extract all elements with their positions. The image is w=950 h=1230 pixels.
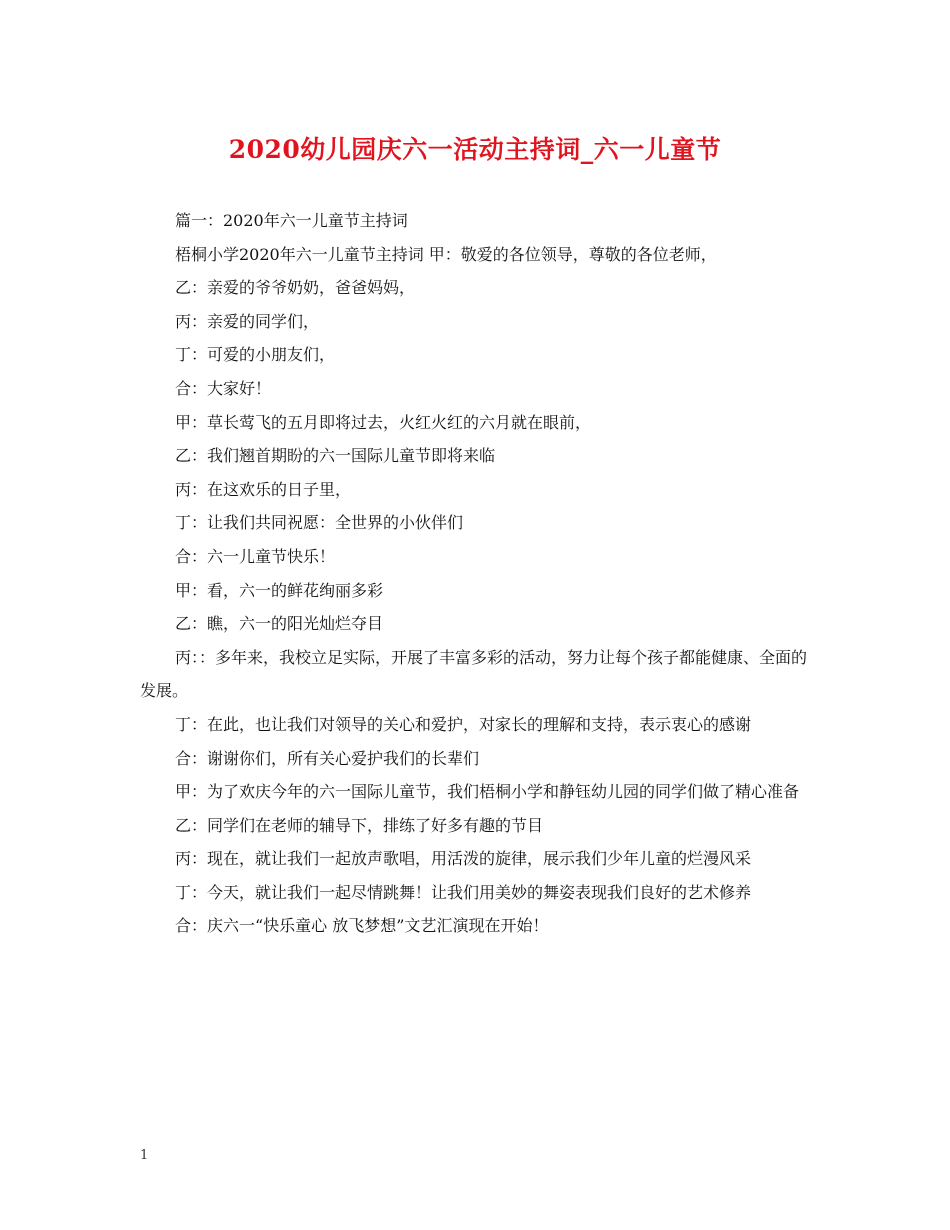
paragraph: 甲：为了欢庆今年的六一国际儿童节，我们梧桐小学和静钰幼儿园的同学们做了精心准备 bbox=[175, 782, 800, 802]
page-number: 1 bbox=[140, 1148, 149, 1163]
document-title: 2020幼儿园庆六一活动主持词_六一儿童节 bbox=[228, 135, 722, 164]
paragraph: 乙：我们翘首期盼的六一国际儿童节即将来临 bbox=[175, 446, 496, 466]
paragraph: 乙：瞧，六一的阳光灿烂夺目 bbox=[175, 614, 384, 634]
paragraph: 丙：亲爱的同学们， bbox=[175, 311, 320, 331]
paragraph: 篇一：2020年六一儿童节主持词 bbox=[175, 211, 408, 230]
paragraph: 丁：在此，也让我们对领导的关心和爱护，对家长的理解和支持，表示衷心的感谢 bbox=[175, 714, 752, 734]
paragraph: 乙：亲爱的爷爷奶奶，爸爸妈妈， bbox=[175, 278, 416, 298]
paragraph: 合：庆六一“快乐童心 放飞梦想”文艺汇演现在开始！ bbox=[175, 916, 549, 936]
document-body bbox=[140, 204, 812, 943]
paragraph: 丁：今天，就让我们一起尽情跳舞！让我们用美妙的舞姿表现我们良好的艺术修养 bbox=[175, 882, 752, 902]
paragraph: 合：大家好！ bbox=[175, 378, 272, 398]
paragraph: 乙：同学们在老师的辅导下，排练了好多有趣的节目 bbox=[175, 815, 544, 835]
paragraph: 丙：在这欢乐的日子里， bbox=[175, 479, 352, 499]
paragraph: 合：六一儿童节快乐！ bbox=[175, 546, 336, 566]
paragraph: 丁：让我们共同祝愿：全世界的小伙伴们 bbox=[175, 513, 464, 533]
paragraph: 合：谢谢你们，所有关心爱护我们的长辈们 bbox=[175, 748, 480, 768]
paragraph: 丙：：多年来，我校立足实际，开展了丰富多彩的活动，努力让每个孩子都能健康、全面的发展。 bbox=[140, 647, 808, 701]
paragraph: 甲：草长莺飞的五月即将过去，火红火红的六月就在眼前， bbox=[175, 412, 592, 432]
paragraph: 梧桐小学2020年六一儿童节主持词 甲：敬爱的各位领导，尊敬的各位老师， bbox=[175, 244, 717, 264]
paragraph: 丁：可爱的小朋友们， bbox=[175, 345, 336, 365]
paragraph: 甲：看，六一的鲜花绚丽多彩 bbox=[175, 580, 384, 600]
paragraph: 丙：现在，就让我们一起放声歌唱，用活泼的旋律，展示我们少年儿童的烂漫风采 bbox=[175, 849, 752, 869]
